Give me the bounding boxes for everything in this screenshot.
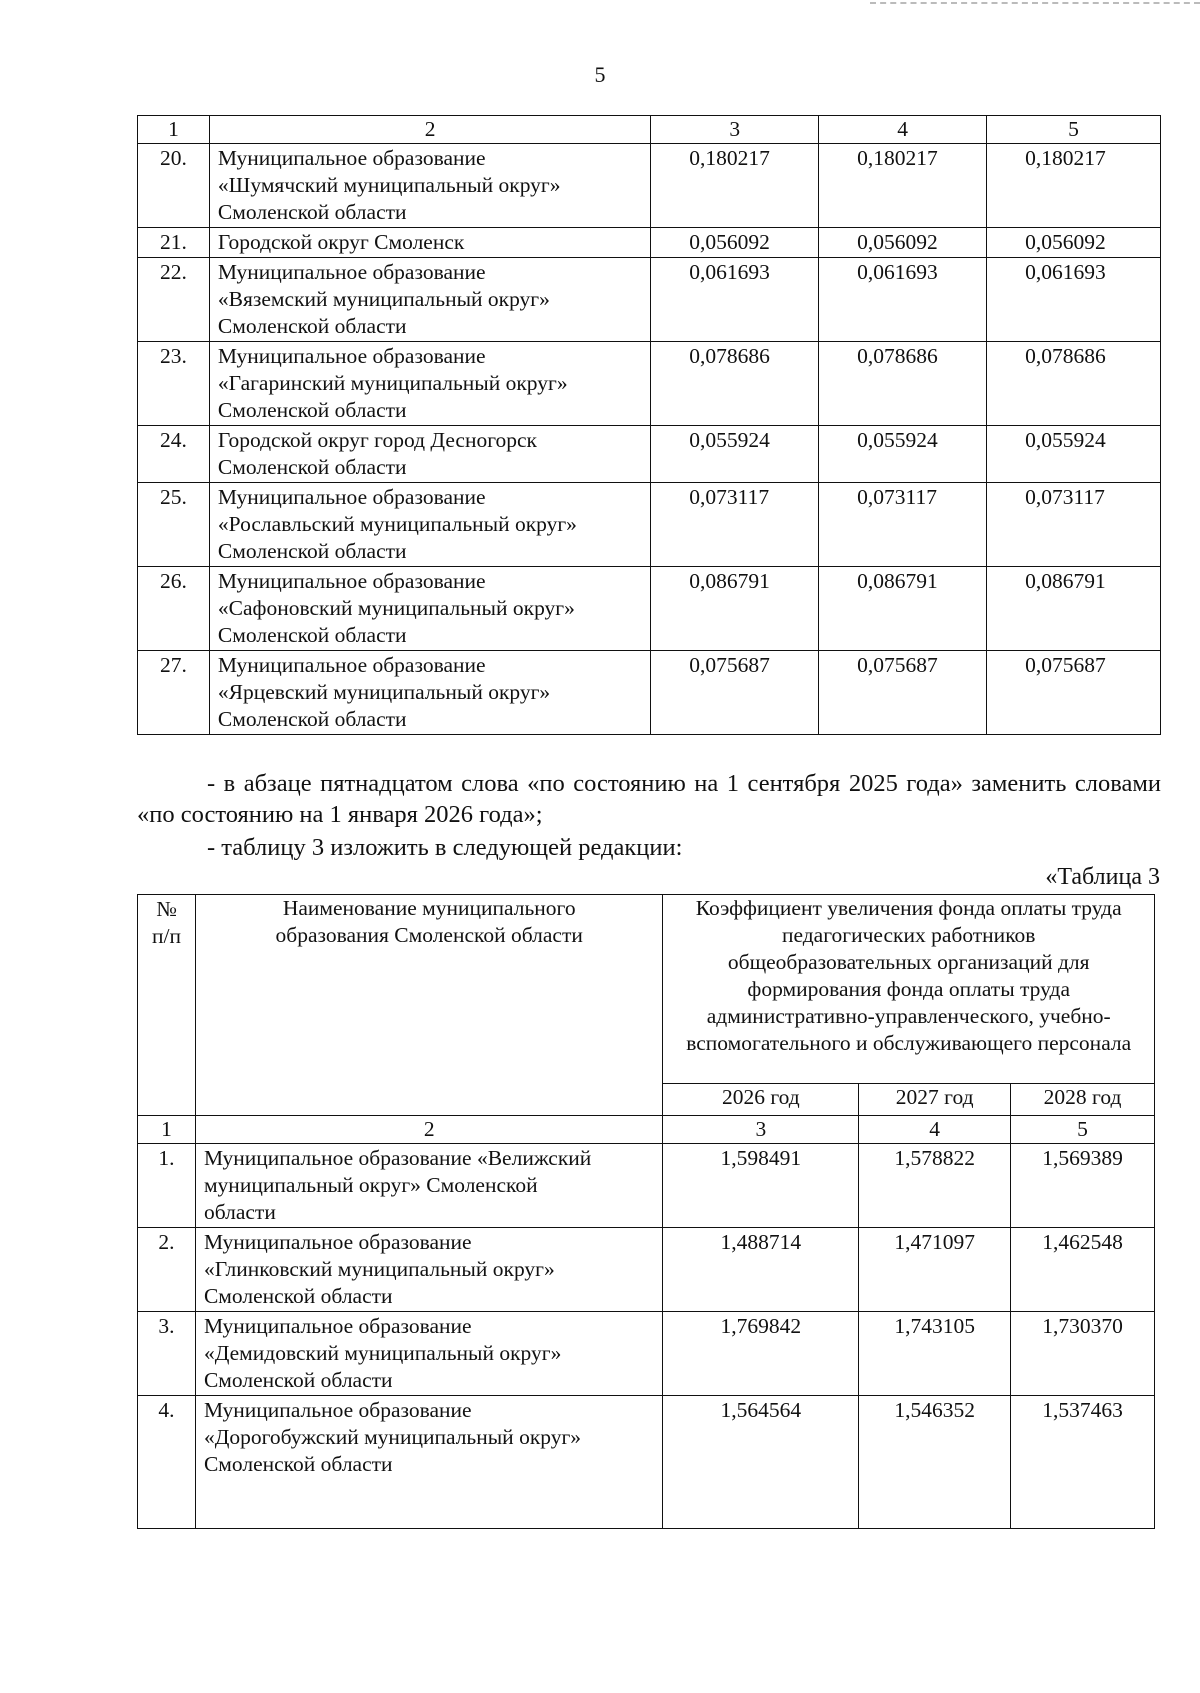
row-number: 27. [138, 651, 210, 735]
coefficient-value: 0,075687 [987, 651, 1161, 735]
coefficient-value: 0,086791 [987, 567, 1161, 651]
table-row [138, 342, 1161, 426]
coefficient-value: 0,180217 [987, 144, 1161, 228]
municipality-name-line: Смоленской области [217, 455, 407, 479]
municipality-name-line: Муниципальное образование [203, 1314, 472, 1338]
row-number: 2. [138, 1228, 196, 1312]
municipality-name-line: «Глинковский муниципальный округ» [203, 1257, 555, 1281]
municipality-name-line: области [203, 1200, 276, 1224]
table-3 [137, 894, 1155, 1529]
column-coefficient-header: Коэффициент увеличения фонда оплаты труда педагогических работников общеобразовательных организаций для формирования фонда оплаты труда административно-управленческого, учебно-вспомогательного и обслуживающего персонала [663, 895, 1155, 1084]
coefficient-value: 0,075687 [819, 651, 987, 735]
municipality-name-line: Муниципальное образование [217, 569, 486, 593]
municipality-name [195, 1144, 662, 1228]
table-row [138, 426, 1161, 483]
column-number: 1 [138, 116, 210, 144]
column-numbering-row [138, 1116, 1155, 1144]
table-row [138, 1228, 1155, 1312]
municipality-name-line: Муниципальное образование [203, 1398, 472, 1422]
coefficient-value: 0,061693 [819, 258, 987, 342]
row-number: 3. [138, 1312, 196, 1396]
coefficients-table-body [138, 116, 1161, 735]
column-number: 2 [195, 1116, 662, 1144]
table-row [138, 651, 1161, 735]
municipality-name-line: Смоленской области [217, 539, 407, 563]
coefficient-value: 0,073117 [651, 483, 819, 567]
row-number: 26. [138, 567, 210, 651]
column-number-header: № п/п [138, 895, 196, 1116]
amendment-paragraph-1: - в абзаце пятнадцатом слова «по состоянию на 1 сентября 2025 года» заменить словами «по состоянию на 1 января 2026 года»; [137, 770, 1161, 828]
coefficient-value: 0,078686 [819, 342, 987, 426]
coefficient-value: 0,055924 [987, 426, 1161, 483]
municipality-name-line: Смоленской области [203, 1284, 393, 1308]
coefficient-value: 1,598491 [663, 1144, 859, 1228]
coefficient-value: 0,073117 [987, 483, 1161, 567]
municipality-name-line: Смоленской области [203, 1368, 393, 1392]
row-number: 1. [138, 1144, 196, 1228]
municipality-name [195, 1396, 662, 1529]
coefficient-value: 0,055924 [651, 426, 819, 483]
year-header: 2028 год [1011, 1083, 1155, 1115]
municipality-name-line: Муниципальное образование [217, 260, 486, 284]
municipality-name-line: Муниципальное образование [217, 485, 486, 509]
municipality-name-line: Смоленской области [217, 200, 407, 224]
coefficient-value: 0,055924 [819, 426, 987, 483]
table-3-header-row [138, 895, 1155, 1084]
table-row [138, 1144, 1155, 1228]
table-row [138, 258, 1161, 342]
row-number: 25. [138, 483, 210, 567]
municipality-name-line: «Демидовский муниципальный округ» [203, 1341, 562, 1365]
coefficient-value: 1,546352 [859, 1396, 1011, 1529]
table-caption: «Таблица 3 [1045, 864, 1160, 890]
coefficient-value: 0,078686 [987, 342, 1161, 426]
coefficient-value: 0,086791 [651, 567, 819, 651]
column-number: 1 [138, 1116, 196, 1144]
column-number: 5 [1011, 1116, 1155, 1144]
municipality-name-line: «Рославльский муниципальный округ» [217, 512, 577, 536]
municipality-name-line: Муниципальное образование [217, 344, 486, 368]
municipality-name-line: муниципальный округ» Смоленской [203, 1173, 538, 1197]
column-number: 5 [987, 116, 1161, 144]
year-header: 2026 год [663, 1083, 859, 1115]
table-row [138, 144, 1161, 228]
municipality-name-line: Смоленской области [217, 398, 407, 422]
coefficient-value: 1,569389 [1011, 1144, 1155, 1228]
row-number: 4. [138, 1396, 196, 1529]
coefficient-value: 1,537463 [1011, 1396, 1155, 1529]
table-row [138, 1312, 1155, 1396]
municipality-name [209, 228, 650, 258]
year-header: 2027 год [859, 1083, 1011, 1115]
municipality-name-line: Муниципальное образование «Велижский [203, 1146, 592, 1170]
municipality-name [209, 144, 650, 228]
municipality-name-line: Смоленской области [217, 707, 407, 731]
municipality-name [209, 483, 650, 567]
coefficient-value: 1,471097 [859, 1228, 1011, 1312]
municipality-name-line: «Дорогобужский муниципальный округ» [203, 1425, 582, 1449]
municipality-name-line: Муниципальное образование [217, 653, 486, 677]
coefficient-value: 1,564564 [663, 1396, 859, 1529]
table-3-body [138, 895, 1155, 1529]
municipality-name [209, 651, 650, 735]
row-number: 23. [138, 342, 210, 426]
municipality-name-line: Смоленской области [217, 314, 407, 338]
municipality-name-line: Смоленской области [203, 1452, 393, 1476]
column-name-header: Наименование муниципального образования Смоленской области [195, 895, 662, 1116]
municipality-name-line: Городской округ Смоленск [217, 230, 465, 254]
coefficient-value: 0,061693 [987, 258, 1161, 342]
coefficient-value: 1,743105 [859, 1312, 1011, 1396]
municipality-name-line: «Гагаринский муниципальный округ» [217, 371, 568, 395]
coefficient-value: 0,075687 [651, 651, 819, 735]
municipality-name-line: «Сафоновский муниципальный округ» [217, 596, 575, 620]
municipality-name-line: «Ярцевский муниципальный округ» [217, 680, 551, 704]
page-number: 5 [594, 62, 606, 87]
municipality-name-line: Муниципальное образование [203, 1230, 472, 1254]
scan-artifact-line [870, 2, 1200, 7]
row-number: 21. [138, 228, 210, 258]
municipality-name-line: Смоленской области [217, 623, 407, 647]
coefficient-value: 0,180217 [651, 144, 819, 228]
row-number: 20. [138, 144, 210, 228]
coefficient-value: 1,462548 [1011, 1228, 1155, 1312]
municipality-name-line: Городской округ город Десногорск [217, 428, 537, 452]
column-numbering-row [138, 116, 1161, 144]
column-number: 4 [819, 116, 987, 144]
row-number: 24. [138, 426, 210, 483]
municipality-name [209, 258, 650, 342]
coefficient-value: 0,086791 [819, 567, 987, 651]
coefficient-value: 0,180217 [819, 144, 987, 228]
amendment-paragraph-2: - таблицу 3 изложить в следующей редакции: [207, 834, 683, 861]
municipality-name-line: «Вяземский муниципальный округ» [217, 287, 550, 311]
table-row [138, 483, 1161, 567]
municipality-name-line: Муниципальное образование [217, 146, 486, 170]
coefficient-value: 0,061693 [651, 258, 819, 342]
coefficient-value: 1,730370 [1011, 1312, 1155, 1396]
coefficient-value: 0,056092 [651, 228, 819, 258]
coefficients-table-continued [137, 115, 1161, 735]
coefficient-value: 1,488714 [663, 1228, 859, 1312]
table-row [138, 228, 1161, 258]
column-number: 3 [663, 1116, 859, 1144]
table-row [138, 1396, 1155, 1529]
municipality-name [195, 1228, 662, 1312]
column-number: 3 [651, 116, 819, 144]
table-row [138, 567, 1161, 651]
column-number: 4 [859, 1116, 1011, 1144]
coefficient-value: 0,073117 [819, 483, 987, 567]
coefficient-value: 1,578822 [859, 1144, 1011, 1228]
municipality-name [209, 567, 650, 651]
coefficient-value: 0,056092 [987, 228, 1161, 258]
municipality-name [209, 426, 650, 483]
coefficient-value: 1,769842 [663, 1312, 859, 1396]
municipality-name-line: «Шумячский муниципальный округ» [217, 173, 561, 197]
row-number: 22. [138, 258, 210, 342]
municipality-name [195, 1312, 662, 1396]
coefficient-value: 0,056092 [819, 228, 987, 258]
coefficient-value: 0,078686 [651, 342, 819, 426]
column-number: 2 [209, 116, 650, 144]
municipality-name [209, 342, 650, 426]
